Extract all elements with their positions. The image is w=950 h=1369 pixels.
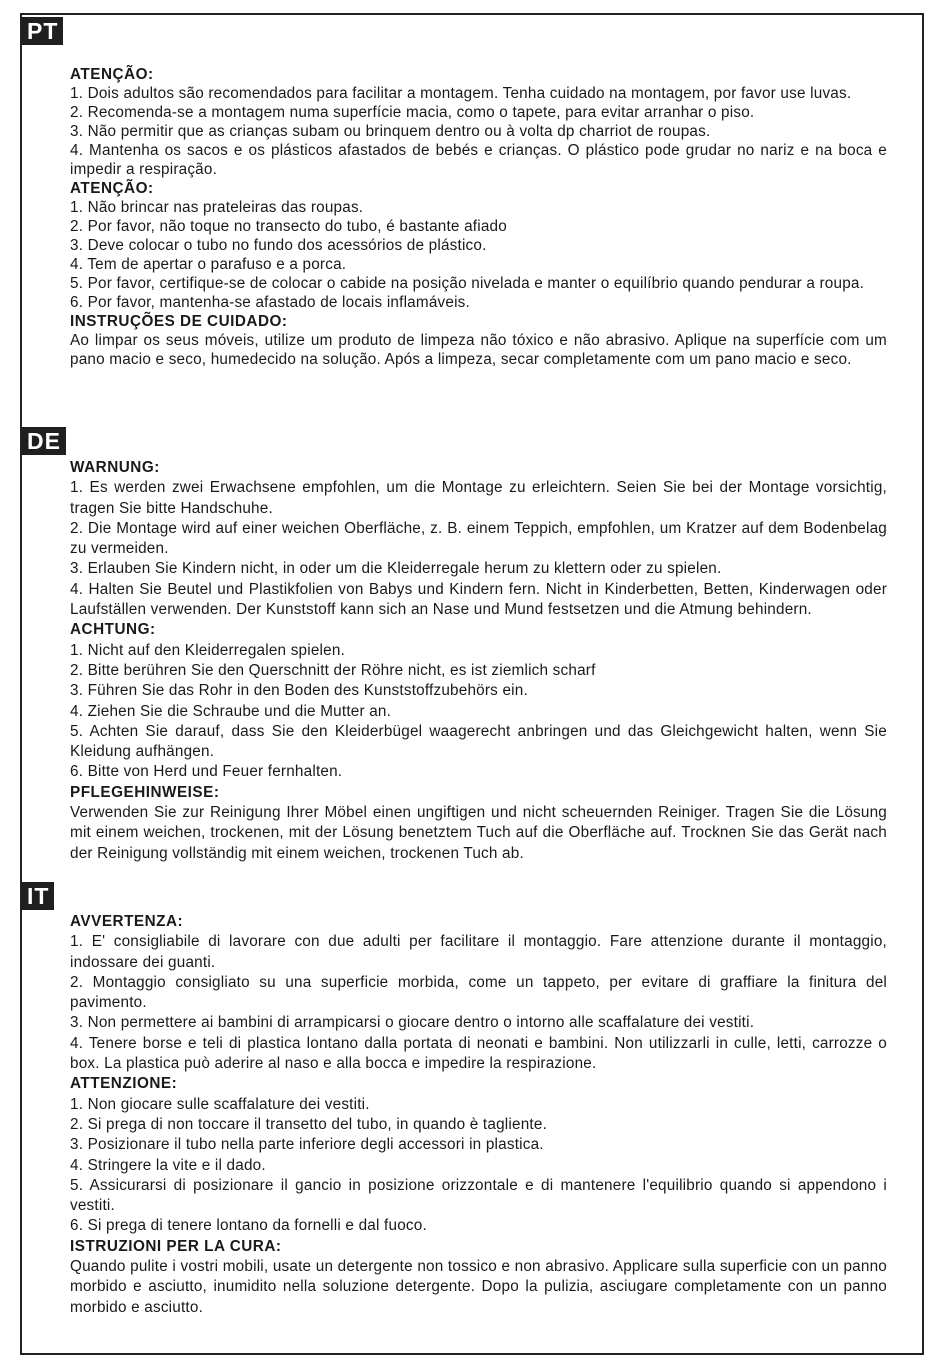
- caution-item: 6. Por favor, mantenha-se afastado de locais inflamáveis.: [70, 294, 470, 311]
- care-heading: INSTRUÇÕES DE CUIDADO:: [70, 313, 288, 330]
- warning-item: 2. Montaggio consigliato su una superficie morbida, come un tappeto, per evitare di graffiare la finitura del pavimento.: [70, 973, 887, 1012]
- warning-item: 1. E' consigliabile di lavorare con due adulti per facilitare il montaggio. Fare attenzione durante il montaggio, indossare dei guanti.: [70, 933, 887, 971]
- care-text: Verwenden Sie zur Reinigung Ihrer Möbel einen ungiftigen und nicht scheuernden Reiniger. Tragen Sie die Lösung mit einem weichen, trockenen, mit der Lösung benetztem Tuch auf die Oberfläche auf. Trocknen Sie das Gerät nach der Reinigung vollständig mit einem weichen, trockenen Tuch ab.: [70, 804, 887, 862]
- caution-item: 2. Por favor, não toque no transecto do tubo, é bastante afiado: [70, 218, 507, 235]
- caution-item: 6. Bitte von Herd und Feuer fernhalten.: [70, 763, 343, 781]
- caution-heading: ATTENZIONE:: [70, 1075, 178, 1093]
- section-it-body: [70, 912, 887, 1318]
- caution-item: 4. Tem de apertar o parafuso e a porca.: [70, 256, 347, 273]
- caution-item: 5. Assicurarsi di posizionare il gancio in posizione orizzontale e di mantenere l'equilibrio quando si appendono i vestiti.: [70, 1176, 887, 1215]
- warning-heading: ATENÇÃO:: [70, 66, 154, 83]
- caution-item: 4. Ziehen Sie die Schraube und die Mutter an.: [70, 702, 392, 720]
- caution-item: 5. Por favor, certifique-se de colocar o cabide na posição nivelada e manter o equilíbrio quando pendurar a roupa.: [70, 275, 865, 292]
- caution-item: 3. Deve colocar o tubo no fundo dos acessórios de plástico.: [70, 237, 487, 254]
- warning-heading: WARNUNG:: [70, 459, 160, 476]
- care-text: Quando pulite i vostri mobili, usate un detergente non tossico e non abrasivo. Applicare sulla superficie con un panno morbido e asciutto, inumidito nella soluzione detergente. Dopo la pulizia, asciugare completamente con un panno morbido e asciutto.: [70, 1258, 887, 1316]
- care-text: Ao limpar os seus móveis, utilize um produto de limpeza não tóxico e não abrasivo. Aplique na superfície com um pano macio e seco, humedecido na solução. Após a limpeza, secar completamente com um pano macio e seco.: [70, 332, 887, 368]
- care-heading: ISTRUZIONI PER LA CURA:: [70, 1237, 282, 1255]
- caution-item: 5. Achten Sie darauf, dass Sie den Kleiderbügel waagerecht anbringen und das Gleichgewicht halten, wenn Sie Kleidung aufhängen.: [70, 722, 887, 761]
- caution-item: 1. Non giocare sulle scaffalature dei vestiti.: [70, 1095, 370, 1113]
- caution-item: 3. Führen Sie das Rohr in den Boden des Kunststoffzubehörs ein.: [70, 682, 528, 700]
- caution-item: 2. Bitte berühren Sie den Querschnitt der Röhre nicht, es ist ziemlich scharf: [70, 661, 596, 679]
- warning-item: 4. Mantenha os sacos e os plásticos afastados de bebés e crianças. O plástico pode grudar no nariz e na boca e impedir a respiração.: [70, 142, 887, 178]
- section-pt-body: [70, 65, 887, 369]
- language-badge-it: IT: [22, 882, 54, 910]
- caution-item: 2. Si prega di non toccare il transetto del tubo, in quando è tagliente.: [70, 1115, 548, 1133]
- warning-item: 1. Dois adultos são recomendados para facilitar a montagem. Tenha cuidado na montagem, por favor use luvas.: [70, 85, 852, 102]
- caution-item: 1. Nicht auf den Kleiderregalen spielen.: [70, 641, 346, 659]
- warning-item: 4. Halten Sie Beutel und Plastikfolien von Babys und Kindern fern. Nicht in Kinderbetten, Betten, Kinderwagen oder Laufställen verwenden. Der Kunststoff kann sich an Nase und Mund festsetzen und die Atmung behindern.: [70, 580, 887, 619]
- language-badge-pt: PT: [22, 17, 63, 45]
- warning-heading: AVVERTENZA:: [70, 913, 184, 930]
- caution-item: 6. Si prega di tenere lontano da fornelli e dal fuoco.: [70, 1217, 427, 1235]
- warning-item: 2. Recomenda-se a montagem numa superfície macia, como o tapete, para evitar arranhar o piso.: [70, 104, 755, 121]
- warning-item: 2. Die Montage wird auf einer weichen Oberfläche, z. B. einem Teppich, empfohlen, um Kratzer auf dem Bodenbelag zu vermeiden.: [70, 519, 887, 558]
- caution-item: 1. Não brincar nas prateleiras das roupas.: [70, 199, 364, 216]
- caution-item: 3. Posizionare il tubo nella parte inferiore degli accessori in plastica.: [70, 1136, 544, 1154]
- warning-item: 3. Não permitir que as crianças subam ou brinquem dentro ou à volta dp charriot de roupas.: [70, 123, 711, 140]
- warning-item: 3. Erlauben Sie Kindern nicht, in oder um die Kleiderregale herum zu klettern oder zu spielen.: [70, 560, 722, 578]
- warning-item: 4. Tenere borse e teli di plastica lontano dalla portata di neonati e bambini. Non utilizzarli in culle, letti, carrozze o box. La plastica può aderire al naso e alla bocca e impedire la respirazione.: [70, 1034, 887, 1073]
- warning-item: 1. Es werden zwei Erwachsene empfohlen, um die Montage zu erleichtern. Seien Sie bei der Montage vorsichtig, tragen Sie bitte Handschuhe.: [70, 479, 887, 517]
- caution-heading: ATENÇÃO:: [70, 180, 154, 197]
- caution-heading: ACHTUNG:: [70, 621, 156, 639]
- section-de-body: [70, 458, 887, 864]
- caution-item: 4. Stringere la vite e il dado.: [70, 1156, 266, 1174]
- warning-item: 3. Non permettere ai bambini di arrampicarsi o giocare dentro o intorno alle scaffalature dei vestiti.: [70, 1014, 755, 1032]
- language-badge-de: DE: [22, 427, 66, 455]
- care-heading: PFLEGEHINWEISE:: [70, 783, 220, 801]
- page-frame: [20, 13, 924, 1355]
